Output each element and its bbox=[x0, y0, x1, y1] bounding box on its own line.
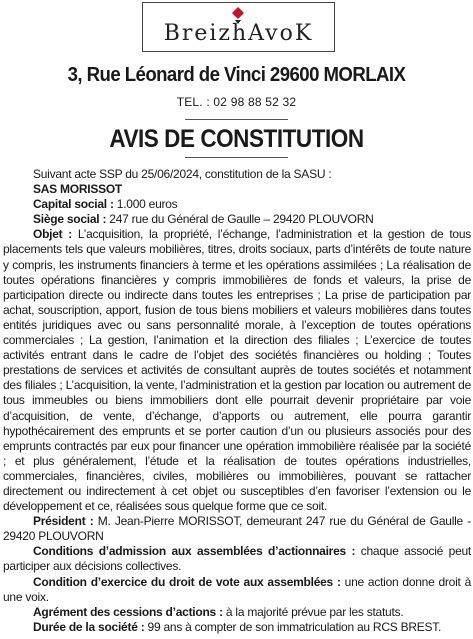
objet-paragraph bbox=[3, 227, 471, 514]
president-value: M. Jean-Pierre MORISSOT, demeurant 247 rue du Général de Gaulle - 29420 PLOUVORN bbox=[3, 514, 472, 544]
siege-label: Siège social : bbox=[33, 212, 107, 227]
agrement-paragraph bbox=[3, 605, 471, 620]
vote-value: une action donne droit à une voix. bbox=[3, 574, 471, 604]
company-name: SAS MORISSOT bbox=[33, 182, 123, 197]
address: 3, Rue Léonard de Vinci 29600 MORLAIX bbox=[67, 64, 406, 86]
telephone: TEL. : 02 98 88 52 32 bbox=[176, 95, 297, 109]
capital-label: Capital social : bbox=[33, 197, 114, 212]
agrement-value: à la majorité prévue par les statuts. bbox=[222, 604, 404, 619]
siege-line bbox=[3, 212, 471, 227]
intro: Suivant acte SSP du 25/06/2024, constitution de la SASU : bbox=[33, 167, 332, 181]
vote-paragraph bbox=[3, 575, 471, 605]
duree-paragraph bbox=[3, 620, 471, 635]
president-paragraph bbox=[3, 514, 471, 544]
notice-body bbox=[3, 167, 471, 635]
admission-value: chaque associé peut participer aux décisions collectives. bbox=[3, 544, 472, 574]
divider-bottom bbox=[185, 157, 288, 158]
divider-top bbox=[185, 119, 288, 120]
admission-paragraph bbox=[3, 544, 471, 574]
president-label: Président : bbox=[33, 514, 94, 529]
admission-label: Conditions d’admission aux assemblées d’actionnaires : bbox=[33, 544, 356, 559]
siege-value: 247 rue du Général de Gaulle – 29420 PLOUVORN bbox=[106, 212, 374, 227]
agrement-label: Agrément des cessions d’actions : bbox=[33, 604, 223, 619]
logo-text: BreizhAvoK bbox=[163, 21, 314, 46]
capital-value: 1.000 euros bbox=[113, 197, 178, 212]
capital-line bbox=[3, 197, 471, 212]
objet-value: L’acquisition, la propriété, l’échange, l’administration et la gestion de tous placements tels que valeurs mobilières, titres, droits sociaux, parts d’intérêts de toute nature y compris, les instruments financiers à terme et les opérations assimilées ; La réalisation de toutes opérations financières y compris immobilières de fonds et valeurs, la prise de participation directe ou indirecte dans toutes les entreprises ; La prise de participation par achat, souscription, apport, fusion de tous biens mobiliers et valeurs mobilières dans toutes entités juridiques avec ou sans personnalité morale, à l’exception de toutes opérations commerciales ; La gestion, l’animation et la direction des filiales ; L’exercice de toutes activités entrant dans le cadre de l’objet des sociétés financières ou holding ; Toutes prestations de services et activités de consultant auprès de toutes sociétés et notamment des filiales ; L’acquisition, la vente, l’administration et la gestion par location ou autrement de tous immeubles ou biens immobiliers dont elle pourrait devenir propriétaire par voie d’acquisition, de vente, d’échange, d’apports ou autrement, elle pourra garantir hypothécairement des emprunts et se porter caution d’un ou plusieurs associés pour des emprunts contractés par eux pour financer une opération immobilière réalisée par la société ; et plus généralement, l’étude et la réalisation de toutes opérations industrielles, commerciales, financières, civiles, mobilières ou immobilières, pouvant se rattacher directement ou indirectement à cet objet ou susceptibles d’en favoriser l’extension ou le développement et ce, réalisées sous quelque forme que ce soit. bbox=[3, 227, 471, 514]
objet-label: Objet : bbox=[33, 227, 73, 242]
notice-title: AVIS DE CONSTITUTION bbox=[109, 125, 364, 153]
vote-label: Condition d’exercice du droit de vote aux assemblées : bbox=[33, 574, 341, 589]
duree-value: 99 ans à compter de son immatriculation au RCS BREST. bbox=[144, 619, 442, 634]
breizh-avok-logo bbox=[142, 2, 335, 52]
duree-label: Durée de la société : bbox=[33, 619, 145, 634]
